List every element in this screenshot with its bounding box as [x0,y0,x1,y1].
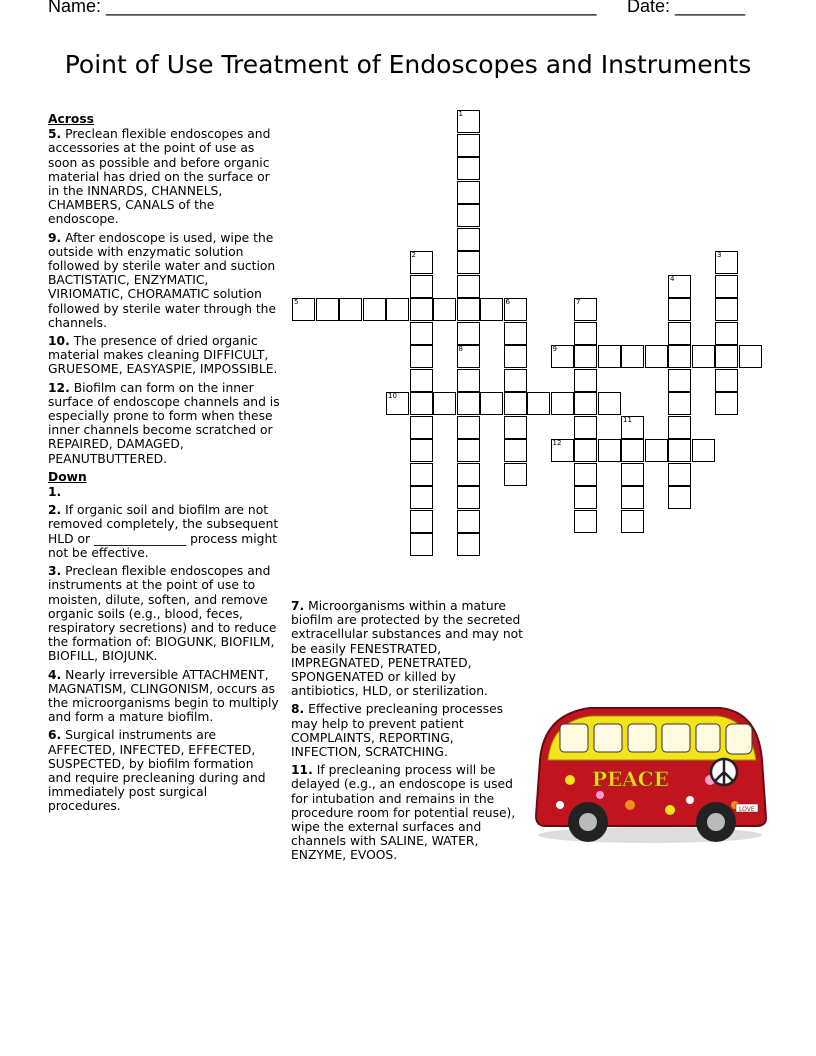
grid-cell[interactable] [504,463,527,486]
grid-cell[interactable] [457,228,480,251]
across-heading: Across [48,112,94,126]
grid-cell[interactable] [410,369,433,392]
grid-cell[interactable] [457,369,480,392]
clue-down-3: 3. Preclean flexible endoscopes and instruments at the point of use to moisten, dilute, soften, and remove organic soils (e.g., blood, feces, respiratory secretions) and to reduce the formation of: BIOGUNK, BIOFILM, BIOFILL, BIOJUNK. [48,564,277,664]
clue-column-middle [291,599,527,867]
grid-cell[interactable] [692,439,715,462]
grid-cell[interactable] [410,345,433,368]
grid-cell[interactable] [574,392,597,415]
grid-clue-number: 6 [505,298,510,306]
grid-cell[interactable] [715,275,738,298]
grid-cell[interactable] [339,298,362,321]
grid-cell[interactable] [410,510,433,533]
grid-cell[interactable] [598,392,621,415]
grid-cell[interactable] [504,345,527,368]
grid-cell[interactable] [574,510,597,533]
grid-cell[interactable] [715,322,738,345]
grid-cell[interactable] [410,275,433,298]
clue-down-8: 8. Effective precleaning processes may help to prevent patient COMPLAINTS, REPORTING, INFECTION, SCRATCHING. [291,702,504,760]
grid-cell[interactable] [527,392,550,415]
grid-clue-number: 3 [717,251,722,259]
grid-cell[interactable] [457,392,480,415]
date-field [627,0,745,17]
grid-cell[interactable] [457,510,480,533]
grid-cell[interactable] [504,416,527,439]
grid-cell[interactable] [668,298,691,321]
grid-cell[interactable] [457,298,480,321]
clue-down-11: 11. If precleaning process will be delayed (e.g., an endoscope is used for intubation and remains in the procedure room for potential reuse), wipe the external surfaces and channels with SALINE, WATER, ENZYME, EVOOS. [291,763,516,863]
clue-down-2: 2. If organic soil and biofilm are not removed completely, the subsequent HLD or _______________ process might not be effective. [48,503,279,560]
name-line: _________________________________________________ [106,0,597,16]
grid-cell[interactable] [621,486,644,509]
grid-clue-number: 11 [623,415,632,424]
grid-cell[interactable] [457,486,480,509]
grid-cell[interactable] [457,134,480,157]
grid-cell[interactable] [574,416,597,439]
grid-cell[interactable] [715,369,738,392]
grid-cell[interactable] [410,416,433,439]
grid-cell[interactable] [457,533,480,556]
name-label: Name: [48,0,102,16]
grid-cell[interactable] [504,439,527,462]
grid-cell[interactable] [692,345,715,368]
grid-cell[interactable] [410,322,433,345]
clue-across-9: 9. After endoscope is used, wipe the outside with enzymatic solution followed by sterile water and suction BACTISTATIC, ENZYMATIC, VIRIOMATIC, CHORAMATIC solution followed by sterile water through the channels. [48,230,277,330]
hippie-van-image [530,700,770,850]
grid-cell[interactable] [715,345,738,368]
grid-cell[interactable] [621,463,644,486]
grid-cell[interactable] [668,345,691,368]
grid-cell[interactable] [715,392,738,415]
grid-cell[interactable] [433,392,456,415]
date-line: _______ [675,0,746,16]
grid-cell[interactable] [598,345,621,368]
grid-cell[interactable] [457,251,480,274]
grid-cell[interactable] [715,298,738,321]
grid-cell[interactable] [668,392,691,415]
date-label: Date: [627,0,671,16]
grid-cell[interactable] [457,275,480,298]
grid-cell[interactable] [574,322,597,345]
grid-cell[interactable] [410,392,433,415]
grid-cell[interactable] [410,463,433,486]
grid-clue-number: 5 [294,298,299,306]
grid-cell[interactable] [621,345,644,368]
grid-cell[interactable] [457,204,480,227]
clue-column-left [48,112,280,818]
grid-cell[interactable] [457,463,480,486]
grid-cell[interactable] [410,439,433,462]
grid-cell[interactable] [410,533,433,556]
grid-cell[interactable] [457,439,480,462]
grid-cell[interactable] [598,439,621,462]
grid-cell[interactable] [574,486,597,509]
clue-down-6: 6. Surgical instruments are AFFECTED, INFECTED, EFFECTED, SUSPECTED, by biofilm formation and require precleaning during and immediately post surgical procedures. [48,728,266,814]
clue-down-4: 4. Nearly irreversible ATTACHMENT, MAGNATISM, CLINGONISM, occurs as the microorganisms begin to multiply and form a mature biofilm. [48,667,279,725]
grid-cell[interactable] [574,345,597,368]
grid-cell[interactable] [739,345,762,368]
clue-across-12: 12. Biofilm can form on the inner surface of endoscope channels and is especially prone to form when these inner channels become scratched or REPAIRED, DAMAGED, PEANUTBUTTERED. [48,380,280,466]
grid-cell[interactable] [410,298,433,321]
grid-cell[interactable] [645,439,668,462]
grid-cell[interactable] [480,298,503,321]
grid-cell[interactable] [668,439,691,462]
grid-clue-number: 7 [576,298,581,306]
grid-cell[interactable] [504,392,527,415]
clue-down-1: 1. [48,485,62,500]
van-plate-text: LOVE [739,806,755,813]
page-title: Point of Use Treatment of Endoscopes and Instruments [64,50,752,79]
grid-cell[interactable] [410,486,433,509]
grid-cell[interactable] [504,369,527,392]
grid-cell[interactable] [457,181,480,204]
grid-clue-number: 4 [670,274,675,283]
name-field [48,0,597,17]
grid-cell[interactable] [457,322,480,345]
grid-cell[interactable] [457,157,480,180]
clue-across-5: 5. Preclean flexible endoscopes and accessories at the point of use as soon as possible and before organic material has dried on the surface or in the INNARDS, CHANNELS, CHAMBERS, CANALS of the endoscope. [48,127,271,227]
grid-cell[interactable] [574,439,597,462]
grid-cell[interactable] [504,322,527,345]
grid-cell[interactable] [316,298,339,321]
down-heading: Down [48,469,87,484]
clue-down-7: 7. Microorganisms within a mature biofilm are protected by the secreted extracellular substances and may not be easily FENESTRATED, IMPREGNATED, PENETRATED, SPONGENATED or killed by antibiotics, HLD, or sterilization. [291,599,523,699]
grid-cell[interactable] [668,416,691,439]
grid-cell[interactable] [668,463,691,486]
grid-cell[interactable] [386,298,409,321]
grid-cell[interactable] [668,369,691,392]
clue-across-10: 10. The presence of dried organic material makes cleaning DIFFICULT, GRUESOME, EASYASPIE, IMPOSSIBLE. [48,334,278,377]
grid-cell[interactable] [621,510,644,533]
van-peace-text: PEACE [592,767,669,791]
grid-cell[interactable] [574,463,597,486]
grid-cell[interactable] [574,369,597,392]
grid-cell[interactable] [457,416,480,439]
grid-cell[interactable] [645,345,668,368]
grid-cell[interactable] [363,298,386,321]
grid-cell[interactable] [668,322,691,345]
grid-clue-number: 9 [552,345,557,353]
grid-cell[interactable] [480,392,503,415]
grid-cell[interactable] [621,439,644,462]
grid-clue-number: 8 [458,345,463,353]
grid-cell[interactable] [668,486,691,509]
grid-clue-number: 1 [458,110,463,118]
grid-cell[interactable] [551,392,574,415]
grid-clue-number: 10 [388,392,397,400]
grid-cell[interactable] [433,298,456,321]
grid-clue-number: 12 [552,439,562,447]
grid-clue-number: 2 [411,251,416,259]
